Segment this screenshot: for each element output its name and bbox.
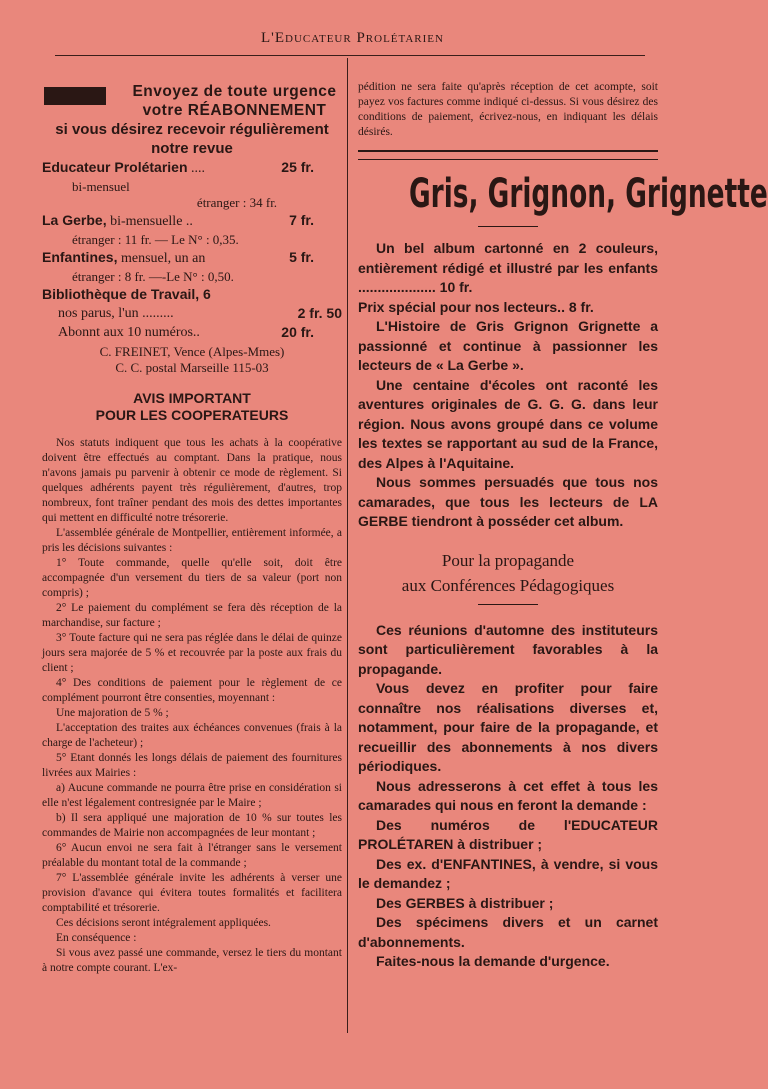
ggg-body [358, 239, 658, 532]
desire-line-2: notre revue [151, 140, 233, 157]
double-rule [358, 150, 658, 160]
prix-special: Prix spécial pour nos lecteurs.. 8 fr. [358, 298, 594, 315]
gerbe-dots: .. [185, 214, 193, 229]
short-rule-2 [478, 604, 538, 605]
prop-para: Des GERBES à distribuer ; [376, 894, 554, 911]
biblio-row-2 [42, 323, 342, 342]
prop-para: Des ex. d'ENFANTINES, à vendre, si vous le demandez ; [358, 855, 658, 891]
propagande-title-1: Pour la propagande [441, 550, 575, 570]
price-gerbe [42, 211, 342, 231]
prop-para: Faites-nous la demande d'urgence. [376, 953, 610, 969]
enfantines-sub: étranger : 8 fr. —-Le N° : 0,50. [72, 269, 234, 284]
price-biblio [42, 285, 342, 304]
ggg-para-3: Nous sommes persuadés que tous nos camarades, que tous les lecteurs de LA GERBE tiendront à posséder cet album. [358, 474, 658, 529]
urgent-line-1: Envoyez de toute urgence [132, 83, 337, 100]
enfantines-name: Enfantines, [42, 249, 118, 265]
continued-text: pédition ne sera faite qu'après réception de cet acompte, soit payez vos factures comme indiqué ci-dessus. Si vous désirez des conditions de paiement, écrivez-nous, en indiquant les délais désirés. [358, 81, 658, 138]
avis-para: 2° Le paiement du complément se fera dès réception de la marchandise, sur facture ; [42, 602, 342, 629]
avis-para: Une majoration de 5 % ; [56, 707, 169, 719]
avis-para: L'assemblée générale de Montpellier, entièrement informée, a pris les décisions suivantes : [42, 527, 342, 554]
avis-para: b) Il sera appliqué une majoration de 10 % sur toutes les commandes de Mairie non accompagnées de leur montant ; [42, 812, 342, 839]
ggg-title: Gris, Grignon, Grignette [409, 171, 768, 217]
desire-line-1: si vous désirez recevoir régulièrement [55, 121, 329, 138]
avis-para: 6° Aucun envoi ne sera fait à l'étranger sans le versement préalable du montant total de la commande ; [42, 842, 342, 869]
left-column [42, 82, 342, 976]
avis-line-1: AVIS IMPORTANT [133, 390, 251, 406]
prop-para: Ces réunions d'automne des instituteurs sont particulièrement favorables à la propagande. [358, 621, 658, 677]
header-rule [55, 55, 645, 56]
educateur-price: 25 fr. [281, 159, 314, 175]
prop-para: Des spécimens divers et un carnet d'abonnements. [358, 914, 658, 950]
avis-para: 7° L'assemblée générale invite les adhérents à verser une provision d'avance qui évitera toutes formalités et facilitera comptabilité et trésorerie. [42, 872, 342, 914]
avis-para: 3° Toute facture qui ne sera pas réglée dans le délai de quinze jours sera majorée de 5 % et recouvrée par la poste aux frais du client ; [42, 632, 342, 674]
biblio-row-2-left: Abonnt aux 10 numéros.. [58, 325, 200, 340]
avis-body [42, 436, 342, 976]
avis-para: 5° Etant donnés les longs délais de paiement des fournitures livrées aux Mairies : [42, 752, 342, 779]
ggg-para-2: Une centaine d'écoles ont raconté les aventures originales de G. G. G. dans leur région. Nous avons groupé dans ce volume les textes se rapportant au sud de la France, des Alpes à l'Aquitaine. [358, 376, 658, 471]
biblio-name: Bibliothèque de Travail, 6 [42, 286, 211, 302]
avis-para: Ces décisions seront intégralement appliquées. [56, 917, 271, 929]
educateur-sub-1: bi-mensuel [72, 179, 130, 194]
album-desc: Un bel album cartonné en 2 couleurs, entièrement rédigé et illustré par les enfants .................... 10 fr. [358, 240, 658, 295]
prop-para: Des numéros de l'EDUCATEUR PROLÉTAREN à distribuer ; [358, 816, 658, 852]
avis-para: 4° Des conditions de paiement pour le règlement de ce complément pourront être consenties, moyennant : [42, 677, 342, 704]
propagande-body [358, 621, 658, 972]
gerbe-sub: étranger : 11 fr. — Le N° : 0,35. [72, 232, 239, 247]
biblio-row-1-left: nos parus, l'un ......... [58, 306, 174, 321]
avis-para: 1° Toute commande, quelle qu'elle soit, doit être accompagnée d'un versement du tiers de sa valeur (port non compris) ; [42, 557, 342, 599]
educateur-dots: .... [191, 161, 205, 176]
prop-para: Nous adresserons à cet effet à tous les camarades qui nous en feront la demande : [358, 777, 658, 813]
propagande-title [358, 548, 658, 598]
avis-line-2: POUR LES COOPERATEURS [95, 407, 289, 423]
biblio-row-1-price: 2 fr. 50 [297, 305, 342, 321]
urgent-line-2: votre RÉABONNEMENT [142, 102, 327, 119]
running-header: L'Educateur Prolétarien [261, 30, 444, 46]
freinet-address: C. FREINET, Vence (Alpes-Mmes) [99, 344, 285, 359]
price-educateur [42, 158, 342, 178]
avis-para: En conséquence : [56, 932, 137, 944]
avis-para: a) Aucune commande ne pourra être prise en considération si elle n'est légalement contresignée par le Maire ; [42, 782, 342, 809]
biblio-row-1 [42, 304, 342, 323]
educateur-name: Educateur Prolétarien [42, 159, 188, 175]
avis-para: Si vous avez passé une commande, versez le tiers du montant à notre compte courant. L'ex- [42, 947, 342, 974]
gerbe-price: 7 fr. [289, 212, 314, 228]
avis-para: Nos statuts indiquent que tous les achats à la coopérative doivent être effectués au comptant. Dans la pratique, nous n'avons jamais pu parvenir à obtenir ce mode de règlement. Si quelques adhérents payent très régulièrement, d'autres, trop nombreux, font traîner pendant des mois des dettes importantes qui mettent en difficulté notre trésorerie. [42, 437, 342, 524]
gerbe-name: La Gerbe, [42, 212, 107, 228]
ggg-para-1: L'Histoire de Gris Grignon Grignette a passionné et continue à passionner les lecteurs de « La Gerbe ». [358, 318, 658, 373]
prop-para: Vous devez en profiter pour faire connaître nos réalisations diverses et, notamment, pour faire de la propagande, et recueillir des abonnements à nos divers périodiques. [358, 680, 658, 774]
price-enfantines [42, 248, 342, 268]
educateur-sub-2: étranger : 34 fr. [196, 195, 278, 210]
enfantines-freq: mensuel, un an [120, 251, 206, 266]
column-divider [347, 58, 348, 1033]
right-column [358, 80, 768, 972]
short-rule [478, 226, 538, 227]
gerbe-freq: bi-mensuelle [110, 214, 183, 229]
avis-para: L'acceptation des traites aux échéances convenues (frais à la charge de l'acheteur) ; [42, 722, 342, 749]
biblio-row-2-price: 20 fr. [281, 324, 314, 340]
enfantines-price: 5 fr. [289, 249, 314, 265]
avis-heading [42, 390, 342, 424]
cc-postal: C. C. postal Marseille 115-03 [115, 360, 269, 375]
propagande-title-2: aux Conférences Pédagogiques [401, 575, 615, 595]
